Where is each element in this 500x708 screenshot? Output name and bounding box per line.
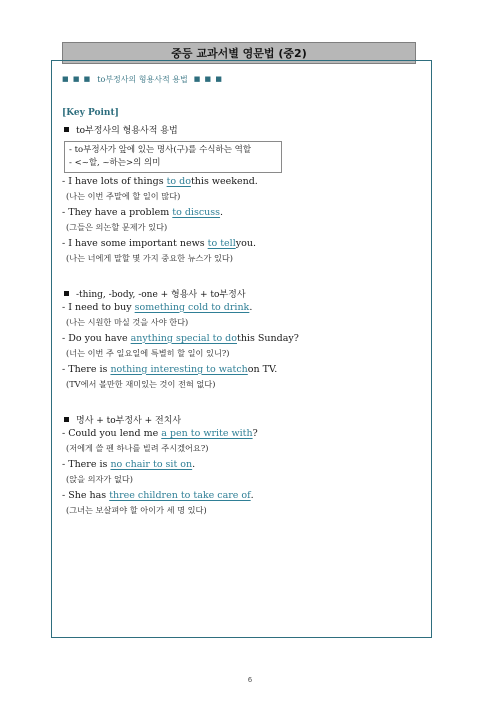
example-sentence: - I have some important news to tell you. — [62, 237, 256, 249]
highlighted-phrase: anything special to do — [130, 332, 237, 344]
highlighted-phrase: something cold to drink — [134, 301, 250, 313]
example-block — [62, 299, 422, 392]
example-translation: (너는 이번 주 일요일에 특별히 할 일이 있니?) — [66, 348, 230, 358]
example-translation: (나는 너에게 말할 몇 가지 중요한 뉴스가 있다) — [66, 253, 233, 263]
header-title: 중등 교과서별 영문법 (중2) — [171, 47, 307, 60]
section-title-text: -thing, -body, -one + 형용사 + to부정사 — [76, 289, 246, 300]
square-bullet-icon — [64, 127, 69, 132]
highlighted-phrase: a pen to write with — [161, 427, 253, 439]
example-translation: (그들은 의논할 문제가 있다) — [66, 222, 168, 232]
highlighted-phrase: nothing interesting to watch — [110, 363, 248, 375]
definition-line: - <~할, ~하는>의 의미 — [69, 158, 161, 168]
example-translation: (저에게 쓸 펜 하나를 빌려 주시겠어요?) — [66, 443, 209, 453]
subtitle-label: to부정사의 형용사적 용법 — [97, 74, 188, 84]
example-translation: (TV에서 볼만한 재미있는 것이 전혀 없다) — [66, 379, 216, 389]
example-translation: (그녀는 보살펴야 할 아이가 세 명 있다) — [66, 505, 207, 515]
section-title-1 — [62, 123, 422, 135]
example-sentence: - Could you lend me a pen to write with ? — [62, 427, 258, 439]
square-bullet-icon — [64, 417, 69, 422]
section-title-text: 명사 + to부정사 + 전치사 — [76, 415, 182, 426]
definition-line: - to부정사가 앞에 있는 명사(구)를 수식하는 역할 — [69, 145, 252, 155]
highlighted-phrase: to discuss — [172, 206, 221, 218]
highlighted-phrase: three children to take care of — [109, 489, 251, 501]
example-sentence: - They have a problem to discuss . — [62, 206, 224, 218]
highlighted-phrase: to do — [166, 175, 191, 187]
definition-box — [64, 141, 282, 173]
example-translation: (나는 이번 주말에 할 일이 많다) — [66, 191, 181, 201]
example-block — [62, 173, 422, 266]
example-translation: (앉을 의자가 없다) — [66, 474, 133, 484]
example-sentence: - There is nothing interesting to watch on TV. — [62, 363, 278, 375]
key-point-heading: [Key Point] — [62, 108, 119, 118]
example-sentence: - She has three children to take care of . — [62, 489, 254, 501]
example-translation: (나는 시원한 마실 것을 사야 한다) — [66, 317, 189, 327]
example-sentence: - I have lots of things to do this weekend. — [62, 175, 258, 187]
example-sentence: - I need to buy something cold to drink . — [62, 301, 253, 313]
square-bullet-icon — [64, 291, 69, 296]
example-block — [62, 425, 422, 518]
highlighted-phrase: no chair to sit on — [110, 458, 193, 470]
section-title-text: to부정사의 형용사적 용법 — [76, 125, 178, 136]
main-content — [62, 72, 422, 518]
section-title-2 — [62, 287, 422, 299]
highlighted-phrase: to tell — [207, 237, 236, 249]
page-number: 6 — [247, 676, 253, 684]
square-bullets-left: ■ ■ ■ — [62, 75, 92, 83]
example-sentence: - Do you have anything special to do this Sunday? — [62, 332, 299, 344]
section-subtitle — [62, 72, 422, 86]
example-sentence: - There is no chair to sit on . — [62, 458, 196, 470]
section-title-3 — [62, 413, 422, 425]
square-bullets-right: ■ ■ ■ — [193, 75, 223, 83]
